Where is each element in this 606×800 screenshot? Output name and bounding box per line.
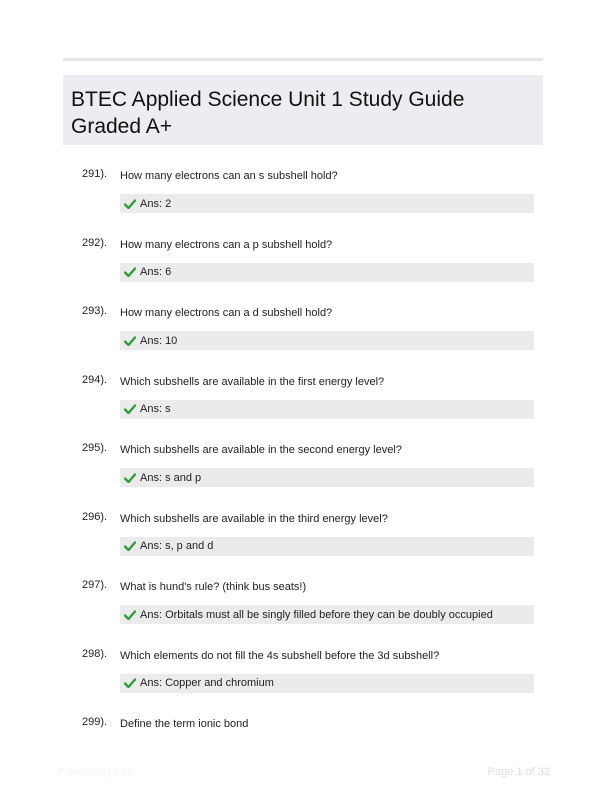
answer-text: Ans: s, p and d [140, 540, 214, 552]
question-text: How many electrons can a p subshell hold? [120, 238, 333, 251]
title-banner [63, 75, 543, 145]
checkmark-icon [124, 610, 136, 620]
question-number: 299). [82, 716, 108, 728]
question-item [63, 509, 543, 578]
question-number: 296). [82, 510, 108, 523]
question-list [63, 166, 543, 783]
question-text: Define the term ionic bond [120, 718, 249, 730]
question-text: What is hund's rule? (think bus seats!) [120, 581, 307, 593]
question-text: How many electrons can a d subshell hold? [120, 307, 333, 319]
question-number: 297). [82, 579, 108, 591]
document-title: BTEC Applied Science Unit 1 Study Guide Graded A+ [71, 88, 465, 138]
question-number: 291). [82, 168, 108, 180]
checkmark-icon [124, 473, 136, 483]
question-text: Which elements do not fill the 4s subshell before the 3d subshell? [120, 649, 440, 662]
question-number: 295). [82, 442, 108, 454]
checkmark-icon [124, 678, 136, 688]
checkmark-icon [124, 404, 136, 414]
answer-box [120, 194, 534, 213]
answer-text: Ans: Orbitals must all be singly filled before they can be doubly occupied [140, 608, 493, 621]
question-number: 294). [82, 373, 108, 386]
answer-text: Ans: s [140, 403, 171, 415]
page-indicator: Page 1 of 32 [487, 766, 550, 778]
question-item [63, 646, 543, 715]
question-number: 293). [82, 305, 108, 317]
question-item [63, 372, 543, 441]
answer-box [120, 605, 534, 624]
question-number: 298). [82, 647, 108, 660]
answer-text: Ans: Copper and chromium [140, 677, 274, 689]
question-item [63, 440, 543, 509]
question-text: How many electrons can an s subshell hold? [120, 170, 338, 182]
question-text: Which subshells are available in the second energy level? [120, 444, 402, 456]
answer-text: Ans: 2 [140, 197, 172, 210]
question-item [63, 714, 543, 783]
question-number: 292). [82, 236, 108, 249]
answer-box [120, 468, 534, 487]
checkmark-icon [124, 267, 136, 277]
answer-box [120, 537, 534, 556]
answer-box [120, 331, 534, 350]
question-text: Which subshells are available in the first energy level? [120, 375, 385, 388]
question-text: Which subshells are available in the third energy level? [120, 512, 388, 525]
question-item [63, 166, 543, 235]
top-divider [63, 58, 543, 61]
answer-box [120, 263, 534, 282]
answer-text: Ans: 10 [140, 334, 178, 347]
checkmark-icon [124, 199, 136, 209]
question-item [63, 235, 543, 304]
answer-box [120, 674, 534, 693]
footer-watermark: Paperlibrary.com [58, 767, 133, 778]
checkmark-icon [124, 336, 136, 346]
question-item [63, 577, 543, 646]
answer-text: Ans: 6 [140, 266, 172, 278]
answer-box [120, 400, 534, 419]
checkmark-icon [124, 541, 136, 551]
question-item [63, 303, 543, 372]
answer-text: Ans: s and p [140, 471, 202, 484]
